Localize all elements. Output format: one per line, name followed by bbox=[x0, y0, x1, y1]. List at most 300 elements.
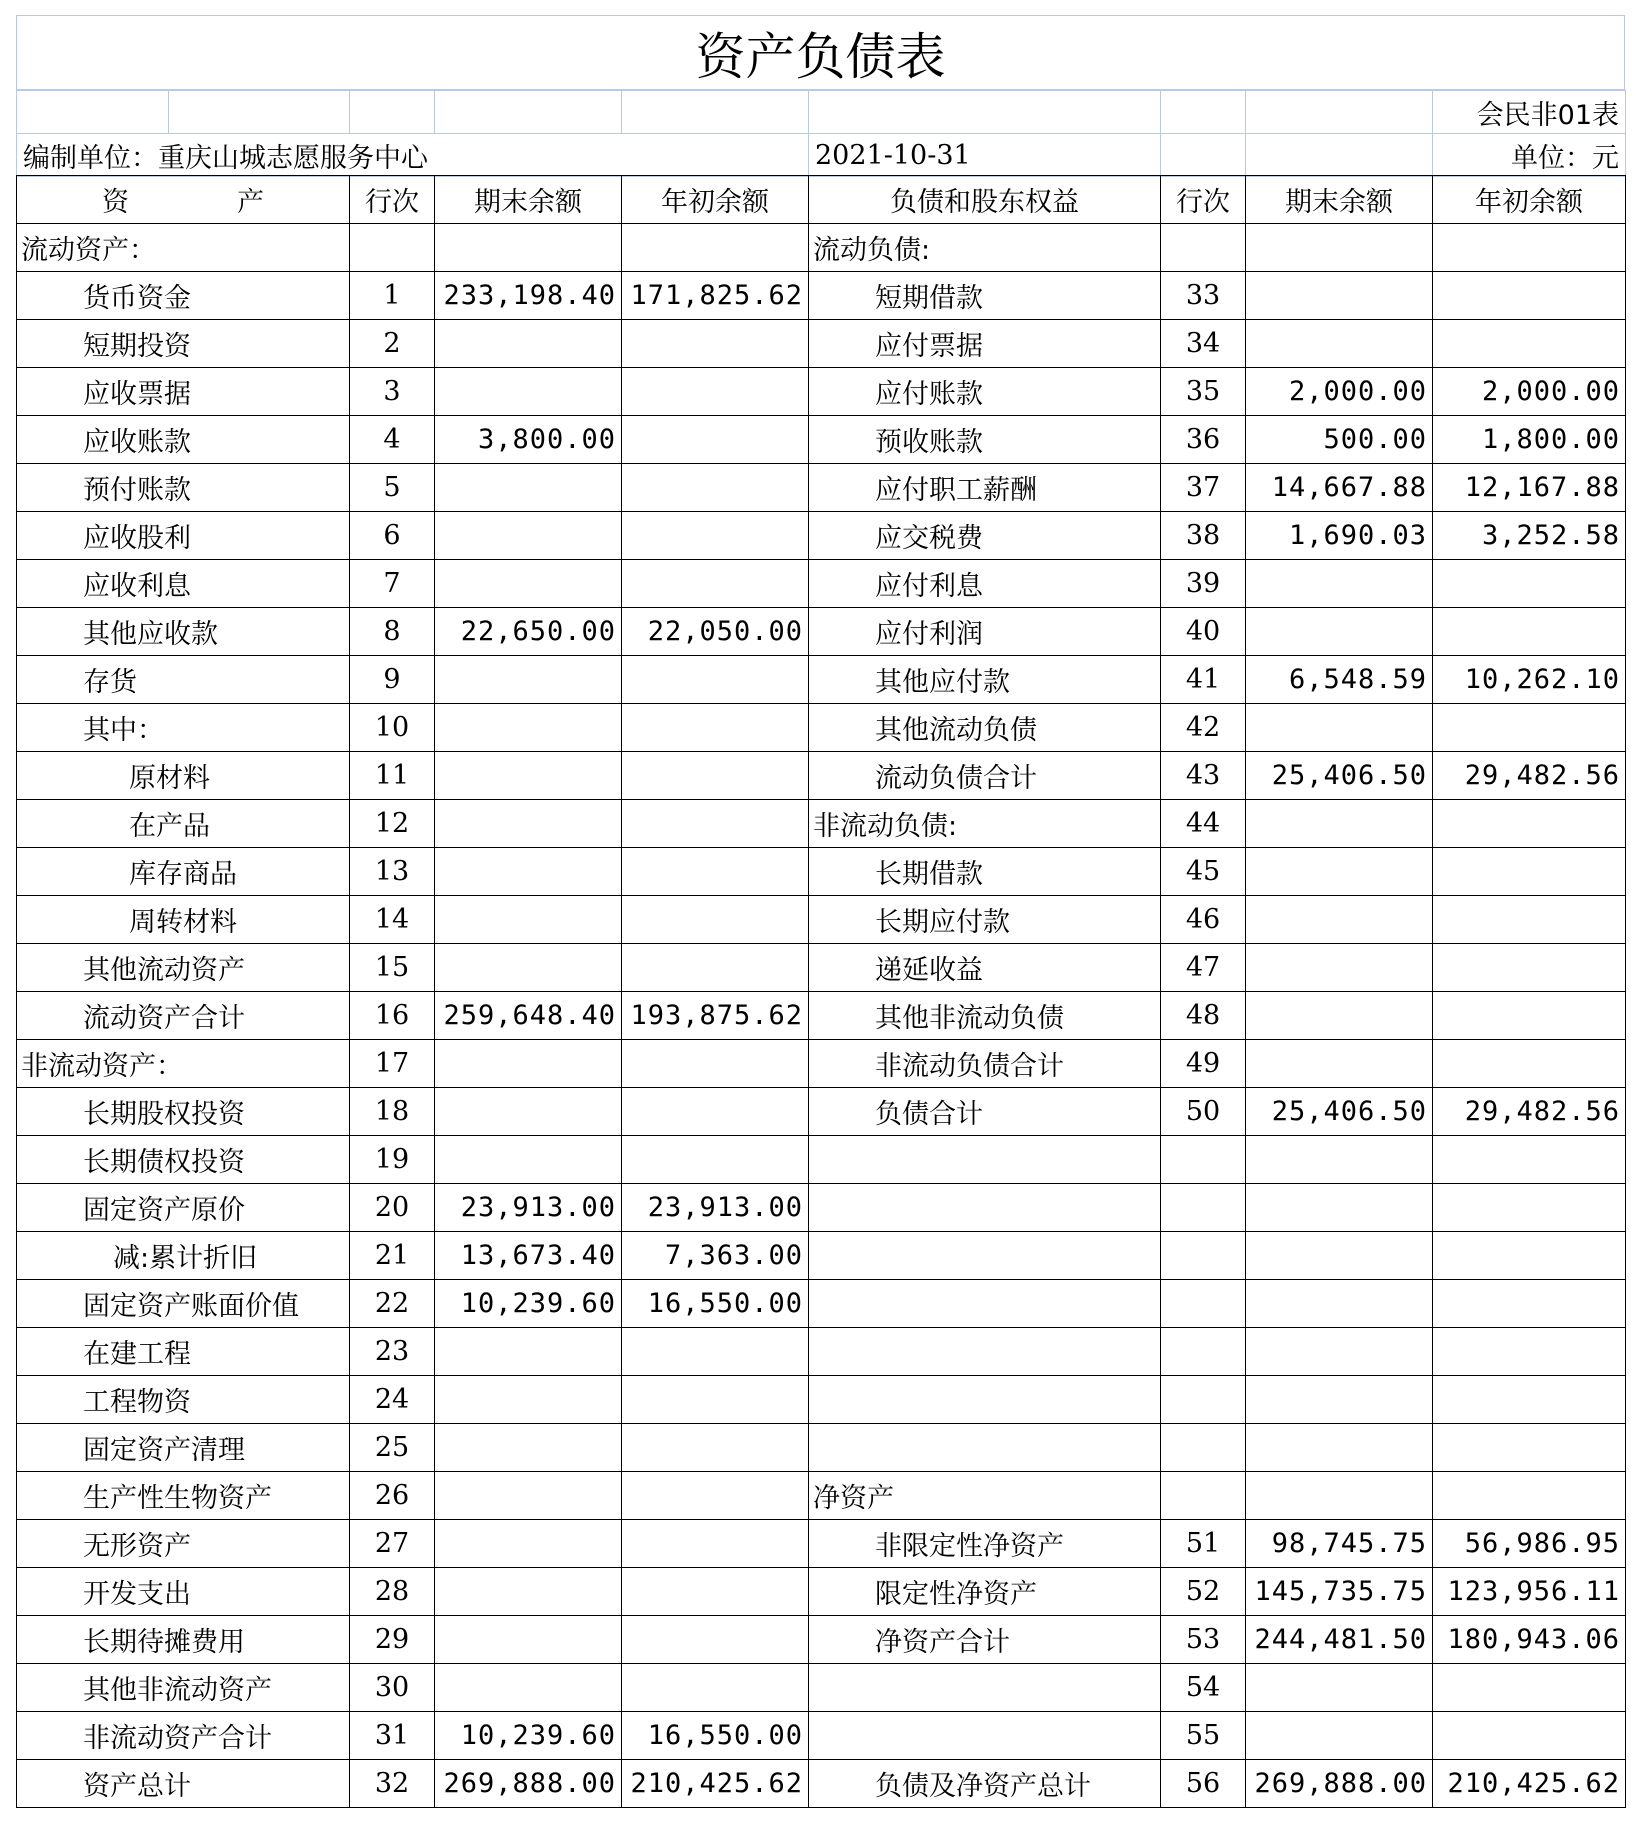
asset-end-balance bbox=[435, 224, 622, 272]
liability-end-balance: 98,745.75 bbox=[1246, 1520, 1433, 1568]
asset-line-no: 30 bbox=[350, 1664, 435, 1712]
liability-item-label: 应付票据 bbox=[809, 320, 1161, 368]
asset-begin-balance bbox=[622, 800, 809, 848]
asset-line-no: 29 bbox=[350, 1616, 435, 1664]
asset-item-label: 短期投资 bbox=[17, 320, 350, 368]
liability-end-balance bbox=[1246, 992, 1433, 1040]
liability-line-no bbox=[1161, 1376, 1246, 1424]
asset-line-no: 26 bbox=[350, 1472, 435, 1520]
asset-item-label: 应收票据 bbox=[17, 368, 350, 416]
col-end-right: 期末余额 bbox=[1246, 176, 1433, 224]
asset-begin-balance: 7,363.00 bbox=[622, 1232, 809, 1280]
asset-line-no: 28 bbox=[350, 1568, 435, 1616]
liability-begin-balance bbox=[1433, 560, 1626, 608]
liability-end-balance: 6,548.59 bbox=[1246, 656, 1433, 704]
asset-item-label: 减:累计折旧 bbox=[17, 1232, 350, 1280]
asset-begin-balance bbox=[622, 512, 809, 560]
asset-begin-balance bbox=[622, 1136, 809, 1184]
asset-item-label: 在建工程 bbox=[17, 1328, 350, 1376]
liability-begin-balance: 29,482.56 bbox=[1433, 1088, 1626, 1136]
liability-line-no: 35 bbox=[1161, 368, 1246, 416]
asset-begin-balance: 23,913.00 bbox=[622, 1184, 809, 1232]
table-row bbox=[17, 1184, 1626, 1232]
table-row bbox=[17, 1664, 1626, 1712]
liability-line-no: 49 bbox=[1161, 1040, 1246, 1088]
col-line-right: 行次 bbox=[1161, 176, 1246, 224]
liability-item-label: 非流动负债: bbox=[809, 800, 1161, 848]
asset-end-balance bbox=[435, 800, 622, 848]
liability-begin-balance bbox=[1433, 272, 1626, 320]
table-row bbox=[17, 1280, 1626, 1328]
liability-item-label bbox=[809, 1712, 1161, 1760]
asset-end-balance bbox=[435, 1424, 622, 1472]
table-row bbox=[17, 752, 1626, 800]
liability-end-balance: 244,481.50 bbox=[1246, 1616, 1433, 1664]
liability-line-no: 53 bbox=[1161, 1616, 1246, 1664]
table-row bbox=[17, 560, 1626, 608]
asset-line-no: 9 bbox=[350, 656, 435, 704]
liability-line-no: 41 bbox=[1161, 656, 1246, 704]
asset-begin-balance bbox=[622, 1616, 809, 1664]
column-header-row bbox=[17, 176, 1626, 224]
asset-end-balance: 22,650.00 bbox=[435, 608, 622, 656]
asset-item-label: 无形资产 bbox=[17, 1520, 350, 1568]
header-grid bbox=[16, 90, 1626, 177]
table-row bbox=[17, 1760, 1626, 1808]
asset-end-balance bbox=[435, 560, 622, 608]
liability-line-no: 37 bbox=[1161, 464, 1246, 512]
asset-line-no: 17 bbox=[350, 1040, 435, 1088]
asset-begin-balance bbox=[622, 1328, 809, 1376]
liability-item-label bbox=[809, 1232, 1161, 1280]
asset-end-balance bbox=[435, 704, 622, 752]
liability-item-label: 其他非流动负债 bbox=[809, 992, 1161, 1040]
asset-end-balance bbox=[435, 464, 622, 512]
liability-begin-balance bbox=[1433, 944, 1626, 992]
liability-end-balance bbox=[1246, 1712, 1433, 1760]
table-row bbox=[17, 1136, 1626, 1184]
asset-item-label: 存货 bbox=[17, 656, 350, 704]
asset-end-balance bbox=[435, 1328, 622, 1376]
org-cell bbox=[17, 134, 809, 177]
table-row bbox=[17, 656, 1626, 704]
table-row bbox=[17, 848, 1626, 896]
table-row bbox=[17, 1040, 1626, 1088]
liability-line-no: 50 bbox=[1161, 1088, 1246, 1136]
asset-item-label: 周转材料 bbox=[17, 896, 350, 944]
liability-end-balance bbox=[1246, 1040, 1433, 1088]
sheet-title: 资产负债表 bbox=[16, 15, 1625, 90]
asset-item-label: 长期待摊费用 bbox=[17, 1616, 350, 1664]
liability-item-label bbox=[809, 1664, 1161, 1712]
liability-begin-balance: 3,252.58 bbox=[1433, 512, 1626, 560]
liability-line-no: 36 bbox=[1161, 416, 1246, 464]
liability-begin-balance bbox=[1433, 1280, 1626, 1328]
asset-line-no: 27 bbox=[350, 1520, 435, 1568]
asset-line-no: 22 bbox=[350, 1280, 435, 1328]
liability-line-no: 43 bbox=[1161, 752, 1246, 800]
liability-end-balance bbox=[1246, 560, 1433, 608]
asset-line-no: 23 bbox=[350, 1328, 435, 1376]
asset-end-balance bbox=[435, 1664, 622, 1712]
liability-end-balance bbox=[1246, 272, 1433, 320]
liability-begin-balance bbox=[1433, 320, 1626, 368]
liability-item-label bbox=[809, 1184, 1161, 1232]
asset-line-no: 24 bbox=[350, 1376, 435, 1424]
balance-table bbox=[16, 175, 1626, 1808]
liability-line-no: 44 bbox=[1161, 800, 1246, 848]
asset-end-balance: 23,913.00 bbox=[435, 1184, 622, 1232]
liability-begin-balance bbox=[1433, 1472, 1626, 1520]
asset-begin-balance bbox=[622, 1376, 809, 1424]
asset-line-no: 19 bbox=[350, 1136, 435, 1184]
liability-begin-balance bbox=[1433, 1328, 1626, 1376]
liability-end-balance: 25,406.50 bbox=[1246, 1088, 1433, 1136]
asset-begin-balance: 16,550.00 bbox=[622, 1280, 809, 1328]
table-row bbox=[17, 1328, 1626, 1376]
asset-end-balance: 10,239.60 bbox=[435, 1712, 622, 1760]
liability-end-balance bbox=[1246, 1136, 1433, 1184]
asset-begin-balance bbox=[622, 848, 809, 896]
col-begin-left: 年初余额 bbox=[622, 176, 809, 224]
liability-item-label: 长期借款 bbox=[809, 848, 1161, 896]
liability-begin-balance bbox=[1433, 704, 1626, 752]
liability-line-no: 34 bbox=[1161, 320, 1246, 368]
liability-item-label: 应付职工薪酬 bbox=[809, 464, 1161, 512]
form-code: 会民非01表 bbox=[1433, 91, 1626, 134]
liability-item-label bbox=[809, 1280, 1161, 1328]
asset-item-label: 在产品 bbox=[17, 800, 350, 848]
asset-end-balance bbox=[435, 1376, 622, 1424]
liability-begin-balance bbox=[1433, 1376, 1626, 1424]
org-label: 编制单位： bbox=[23, 142, 158, 174]
liability-item-label: 应付利息 bbox=[809, 560, 1161, 608]
table-row bbox=[17, 320, 1626, 368]
asset-item-label: 工程物资 bbox=[17, 1376, 350, 1424]
liability-begin-balance bbox=[1433, 1712, 1626, 1760]
asset-item-label: 生产性生物资产 bbox=[17, 1472, 350, 1520]
asset-end-balance: 269,888.00 bbox=[435, 1760, 622, 1808]
asset-begin-balance bbox=[622, 416, 809, 464]
asset-item-label: 其他非流动资产 bbox=[17, 1664, 350, 1712]
liability-begin-balance: 123,956.11 bbox=[1433, 1568, 1626, 1616]
asset-item-label: 原材料 bbox=[17, 752, 350, 800]
liability-begin-balance: 10,262.10 bbox=[1433, 656, 1626, 704]
table-row bbox=[17, 272, 1626, 320]
asset-end-balance bbox=[435, 752, 622, 800]
asset-item-label: 开发支出 bbox=[17, 1568, 350, 1616]
asset-end-balance bbox=[435, 848, 622, 896]
asset-item-label: 其他流动资产 bbox=[17, 944, 350, 992]
liability-line-no: 54 bbox=[1161, 1664, 1246, 1712]
liability-end-balance bbox=[1246, 1328, 1433, 1376]
asset-item-label: 非流动资产合计 bbox=[17, 1712, 350, 1760]
asset-item-label: 固定资产账面价值 bbox=[17, 1280, 350, 1328]
liability-begin-balance: 180,943.06 bbox=[1433, 1616, 1626, 1664]
liability-end-balance: 14,667.88 bbox=[1246, 464, 1433, 512]
liability-begin-balance bbox=[1433, 1424, 1626, 1472]
asset-end-balance bbox=[435, 1136, 622, 1184]
liability-begin-balance bbox=[1433, 224, 1626, 272]
liability-end-balance bbox=[1246, 224, 1433, 272]
table-row bbox=[17, 512, 1626, 560]
table-row bbox=[17, 944, 1626, 992]
liability-end-balance bbox=[1246, 800, 1433, 848]
asset-begin-balance bbox=[622, 320, 809, 368]
asset-item-label: 预付账款 bbox=[17, 464, 350, 512]
asset-end-balance: 13,673.40 bbox=[435, 1232, 622, 1280]
asset-line-no: 13 bbox=[350, 848, 435, 896]
unit-label: 单位：元 bbox=[1433, 134, 1626, 177]
col-line-left: 行次 bbox=[350, 176, 435, 224]
asset-end-balance: 3,800.00 bbox=[435, 416, 622, 464]
asset-end-balance bbox=[435, 656, 622, 704]
liability-line-no bbox=[1161, 1280, 1246, 1328]
liability-begin-balance bbox=[1433, 1664, 1626, 1712]
liability-item-label: 负债及净资产总计 bbox=[809, 1760, 1161, 1808]
asset-end-balance bbox=[435, 320, 622, 368]
table-row bbox=[17, 1424, 1626, 1472]
liability-line-no: 52 bbox=[1161, 1568, 1246, 1616]
asset-begin-balance: 210,425.62 bbox=[622, 1760, 809, 1808]
liability-line-no bbox=[1161, 1424, 1246, 1472]
liability-end-balance bbox=[1246, 848, 1433, 896]
asset-line-no: 3 bbox=[350, 368, 435, 416]
asset-item-label: 应收账款 bbox=[17, 416, 350, 464]
asset-item-label: 非流动资产： bbox=[17, 1040, 350, 1088]
liability-end-balance bbox=[1246, 1424, 1433, 1472]
liability-begin-balance bbox=[1433, 848, 1626, 896]
table-row bbox=[17, 224, 1626, 272]
liability-begin-balance bbox=[1433, 608, 1626, 656]
liability-end-balance bbox=[1246, 1232, 1433, 1280]
asset-item-label: 流动资产合计 bbox=[17, 992, 350, 1040]
asset-item-label: 货币资金 bbox=[17, 272, 350, 320]
asset-item-label: 固定资产原价 bbox=[17, 1184, 350, 1232]
asset-item-label: 应收股利 bbox=[17, 512, 350, 560]
asset-item-label: 长期债权投资 bbox=[17, 1136, 350, 1184]
liability-end-balance bbox=[1246, 1664, 1433, 1712]
liability-begin-balance bbox=[1433, 1184, 1626, 1232]
liability-end-balance: 2,000.00 bbox=[1246, 368, 1433, 416]
asset-end-balance bbox=[435, 1520, 622, 1568]
liability-item-label bbox=[809, 1376, 1161, 1424]
liability-line-no: 46 bbox=[1161, 896, 1246, 944]
asset-end-balance: 10,239.60 bbox=[435, 1280, 622, 1328]
liability-begin-balance: 1,800.00 bbox=[1433, 416, 1626, 464]
col-begin-right: 年初余额 bbox=[1433, 176, 1626, 224]
asset-line-no: 4 bbox=[350, 416, 435, 464]
asset-begin-balance bbox=[622, 224, 809, 272]
table-row bbox=[17, 1712, 1626, 1760]
asset-end-balance: 259,648.40 bbox=[435, 992, 622, 1040]
table-row bbox=[17, 1616, 1626, 1664]
table-row bbox=[17, 368, 1626, 416]
asset-item-label: 应收利息 bbox=[17, 560, 350, 608]
asset-line-no: 1 bbox=[350, 272, 435, 320]
liability-begin-balance: 210,425.62 bbox=[1433, 1760, 1626, 1808]
asset-line-no: 2 bbox=[350, 320, 435, 368]
asset-line-no: 21 bbox=[350, 1232, 435, 1280]
col-end-left: 期末余额 bbox=[435, 176, 622, 224]
table-row bbox=[17, 608, 1626, 656]
asset-line-no: 6 bbox=[350, 512, 435, 560]
liability-end-balance bbox=[1246, 1472, 1433, 1520]
asset-begin-balance bbox=[622, 944, 809, 992]
asset-line-no: 15 bbox=[350, 944, 435, 992]
liability-item-label: 其他应付款 bbox=[809, 656, 1161, 704]
liability-line-no: 39 bbox=[1161, 560, 1246, 608]
liability-begin-balance bbox=[1433, 800, 1626, 848]
asset-item-label: 固定资产清理 bbox=[17, 1424, 350, 1472]
asset-end-balance bbox=[435, 1088, 622, 1136]
liability-end-balance bbox=[1246, 1376, 1433, 1424]
asset-line-no: 32 bbox=[350, 1760, 435, 1808]
liability-item-label bbox=[809, 1136, 1161, 1184]
col-asset: 资 产 bbox=[17, 176, 350, 224]
liability-item-label: 应付利润 bbox=[809, 608, 1161, 656]
asset-begin-balance bbox=[622, 368, 809, 416]
liability-line-no: 47 bbox=[1161, 944, 1246, 992]
liability-item-label: 应交税费 bbox=[809, 512, 1161, 560]
liability-item-label: 递延收益 bbox=[809, 944, 1161, 992]
asset-begin-balance bbox=[622, 1040, 809, 1088]
org-name: 重庆山城志愿服务中心 bbox=[158, 142, 428, 174]
table-row bbox=[17, 800, 1626, 848]
liability-end-balance bbox=[1246, 896, 1433, 944]
asset-line-no: 5 bbox=[350, 464, 435, 512]
liability-item-label bbox=[809, 1328, 1161, 1376]
asset-line-no: 20 bbox=[350, 1184, 435, 1232]
asset-begin-balance bbox=[622, 1472, 809, 1520]
liability-end-balance: 1,690.03 bbox=[1246, 512, 1433, 560]
liability-end-balance bbox=[1246, 704, 1433, 752]
table-row bbox=[17, 1376, 1626, 1424]
asset-begin-balance: 22,050.00 bbox=[622, 608, 809, 656]
table-row bbox=[17, 1088, 1626, 1136]
asset-item-label: 资产总计 bbox=[17, 1760, 350, 1808]
asset-begin-balance bbox=[622, 464, 809, 512]
table-row bbox=[17, 896, 1626, 944]
liability-end-balance bbox=[1246, 1280, 1433, 1328]
asset-begin-balance bbox=[622, 752, 809, 800]
liability-item-label: 限定性净资产 bbox=[809, 1568, 1161, 1616]
liability-line-no: 33 bbox=[1161, 272, 1246, 320]
balance-sheet bbox=[16, 15, 1625, 1807]
asset-line-no: 12 bbox=[350, 800, 435, 848]
liability-item-label: 其他流动负债 bbox=[809, 704, 1161, 752]
liability-line-no: 51 bbox=[1161, 1520, 1246, 1568]
liability-end-balance bbox=[1246, 320, 1433, 368]
liability-line-no: 45 bbox=[1161, 848, 1246, 896]
liability-line-no bbox=[1161, 1184, 1246, 1232]
asset-end-balance bbox=[435, 1616, 622, 1664]
table-row bbox=[17, 464, 1626, 512]
asset-end-balance bbox=[435, 1040, 622, 1088]
asset-line-no: 18 bbox=[350, 1088, 435, 1136]
asset-line-no: 31 bbox=[350, 1712, 435, 1760]
asset-begin-balance bbox=[622, 1424, 809, 1472]
asset-line-no bbox=[350, 224, 435, 272]
liability-line-no: 42 bbox=[1161, 704, 1246, 752]
table-row bbox=[17, 1472, 1626, 1520]
asset-line-no: 11 bbox=[350, 752, 435, 800]
liability-begin-balance: 12,167.88 bbox=[1433, 464, 1626, 512]
asset-end-balance bbox=[435, 1472, 622, 1520]
liability-item-label bbox=[809, 1424, 1161, 1472]
asset-begin-balance bbox=[622, 1088, 809, 1136]
asset-begin-balance bbox=[622, 656, 809, 704]
asset-begin-balance: 193,875.62 bbox=[622, 992, 809, 1040]
asset-end-balance bbox=[435, 944, 622, 992]
liability-line-no bbox=[1161, 1232, 1246, 1280]
liability-line-no bbox=[1161, 1136, 1246, 1184]
liability-item-label: 预收账款 bbox=[809, 416, 1161, 464]
table-row bbox=[17, 1568, 1626, 1616]
asset-begin-balance bbox=[622, 1664, 809, 1712]
asset-end-balance bbox=[435, 1568, 622, 1616]
liability-line-no bbox=[1161, 1472, 1246, 1520]
liability-end-balance bbox=[1246, 608, 1433, 656]
table-row bbox=[17, 704, 1626, 752]
asset-end-balance: 233,198.40 bbox=[435, 272, 622, 320]
liability-item-label: 净资产 bbox=[809, 1472, 1161, 1520]
asset-begin-balance bbox=[622, 1520, 809, 1568]
asset-end-balance bbox=[435, 368, 622, 416]
asset-end-balance bbox=[435, 512, 622, 560]
liability-item-label: 净资产合计 bbox=[809, 1616, 1161, 1664]
asset-begin-balance bbox=[622, 560, 809, 608]
liability-item-label: 负债合计 bbox=[809, 1088, 1161, 1136]
asset-end-balance bbox=[435, 896, 622, 944]
table-row bbox=[17, 1520, 1626, 1568]
liability-line-no: 40 bbox=[1161, 608, 1246, 656]
liability-end-balance: 145,735.75 bbox=[1246, 1568, 1433, 1616]
liability-item-label: 非流动负债合计 bbox=[809, 1040, 1161, 1088]
table-row bbox=[17, 416, 1626, 464]
liability-line-no: 48 bbox=[1161, 992, 1246, 1040]
asset-line-no: 14 bbox=[350, 896, 435, 944]
liability-begin-balance bbox=[1433, 1136, 1626, 1184]
asset-line-no: 25 bbox=[350, 1424, 435, 1472]
asset-item-label: 长期股权投资 bbox=[17, 1088, 350, 1136]
asset-begin-balance bbox=[622, 896, 809, 944]
asset-begin-balance bbox=[622, 704, 809, 752]
liability-line-no: 55 bbox=[1161, 1712, 1246, 1760]
asset-begin-balance: 16,550.00 bbox=[622, 1712, 809, 1760]
liability-begin-balance bbox=[1433, 1232, 1626, 1280]
asset-line-no: 16 bbox=[350, 992, 435, 1040]
asset-item-label: 流动资产： bbox=[17, 224, 350, 272]
liability-item-label: 非限定性净资产 bbox=[809, 1520, 1161, 1568]
liability-line-no: 56 bbox=[1161, 1760, 1246, 1808]
liability-end-balance: 269,888.00 bbox=[1246, 1760, 1433, 1808]
liability-item-label: 长期应付款 bbox=[809, 896, 1161, 944]
liability-item-label: 流动负债: bbox=[809, 224, 1161, 272]
asset-begin-balance: 171,825.62 bbox=[622, 272, 809, 320]
liability-begin-balance bbox=[1433, 1040, 1626, 1088]
liability-end-balance: 25,406.50 bbox=[1246, 752, 1433, 800]
asset-item-label: 其中： bbox=[17, 704, 350, 752]
liability-begin-balance bbox=[1433, 896, 1626, 944]
liability-line-no: 38 bbox=[1161, 512, 1246, 560]
liability-end-balance bbox=[1246, 1184, 1433, 1232]
asset-item-label: 其他应收款 bbox=[17, 608, 350, 656]
liability-end-balance bbox=[1246, 944, 1433, 992]
asset-line-no: 7 bbox=[350, 560, 435, 608]
asset-begin-balance bbox=[622, 1568, 809, 1616]
asset-line-no: 10 bbox=[350, 704, 435, 752]
